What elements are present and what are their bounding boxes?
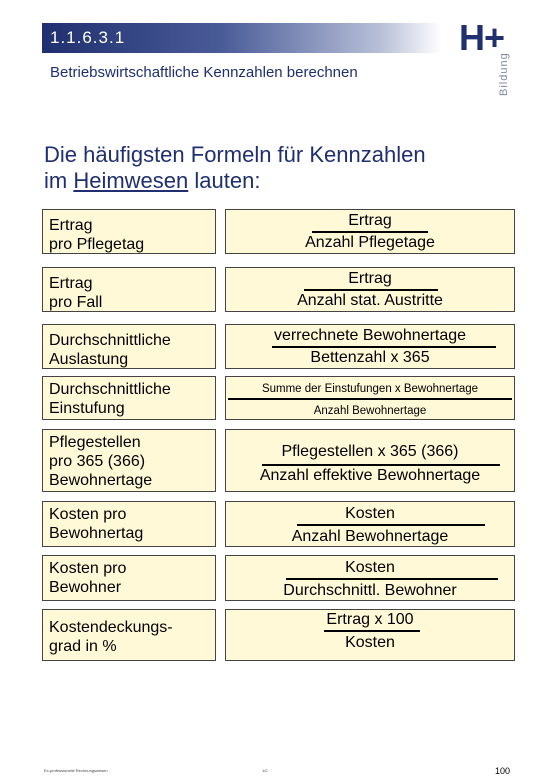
formula-fraction [225, 324, 515, 369]
page-title-line1: Die häufigsten Formeln für Kennzahlen [44, 142, 426, 167]
footer-center: 1/2 [262, 768, 268, 773]
formula-name: Ertrag pro Pflegetag [42, 209, 216, 254]
formula-name: Ertrag pro Fall [42, 267, 216, 312]
formula-name: Pflegestellen pro 365 (366) Bewohnertage [42, 429, 216, 492]
formula-row [42, 209, 515, 254]
formula-numerator: Kosten [345, 505, 395, 522]
formula-fraction [225, 376, 515, 420]
fraction-line [286, 578, 498, 580]
formula-row [42, 555, 515, 601]
formula-denominator: Anzahl Bewohnertage [313, 405, 427, 417]
formula-row [42, 429, 515, 492]
formula-name: Kostendeckungs- grad in % [42, 609, 216, 661]
formula-numerator: Ertrag [348, 270, 392, 287]
formula-name: Durchschnittliche Auslastung [42, 324, 216, 369]
formula-denominator: Kosten [345, 634, 395, 651]
page-subtitle: Betriebswirtschaftliche Kennzahlen berechnen [50, 64, 358, 81]
formula-fraction [225, 609, 515, 661]
formula-name: Kosten pro Bewohner [42, 555, 216, 601]
formula-fraction [225, 209, 515, 254]
formula-numerator: Ertrag x 100 [326, 611, 414, 628]
page-title [44, 142, 514, 194]
fraction-line [324, 630, 420, 632]
formula-numerator: Ertrag [348, 212, 392, 229]
formula-numerator: verrechnete Bewohnertage [273, 327, 467, 344]
formula-numerator: Pflegestellen x 365 (366) [281, 443, 459, 460]
formula-denominator: Anzahl Bewohnertage [291, 528, 449, 545]
fraction-line [304, 289, 438, 291]
page-title-line2: im Heimwesen lauten: [44, 168, 261, 193]
logo: H+ [459, 17, 505, 58]
header-bar [42, 23, 442, 53]
formula-fraction [225, 429, 515, 492]
formula-row [42, 609, 515, 661]
formula-row [42, 376, 515, 420]
formula-fraction [225, 267, 515, 312]
fraction-line [262, 464, 500, 466]
fraction-line [272, 346, 496, 348]
formula-denominator: Anzahl Pflegetage [305, 234, 435, 251]
footer-source: Ex-professionelle Rechnungswesen [44, 768, 108, 773]
formula-fraction [225, 501, 515, 547]
formula-row [42, 267, 515, 312]
formula-numerator: Kosten [345, 559, 395, 576]
formula-numerator: Summe der Einstufungen x Bewohnertage [261, 383, 479, 395]
formula-denominator: Anzahl stat. Austritte [297, 292, 443, 309]
underlined-word: Heimwesen [73, 168, 189, 193]
formula-name: Kosten pro Bewohnertag [42, 501, 216, 547]
page-number: 100 [495, 766, 511, 776]
formula-fraction [225, 555, 515, 601]
formula-denominator: Anzahl effektive Bewohnertage [259, 467, 481, 484]
fraction-line [297, 524, 485, 526]
formula-denominator: Durchschnittl. Bewohner [283, 582, 457, 599]
section-number: 1.1.6.3.1 [50, 28, 126, 47]
fraction-line [312, 231, 428, 233]
formula-name: Durchschnittliche Einstufung [42, 376, 216, 420]
logo-tagline: Bildung [498, 52, 510, 96]
formula-row [42, 324, 515, 369]
formula-denominator: Bettenzahl x 365 [310, 349, 430, 366]
formula-row [42, 501, 515, 547]
fraction-line [228, 398, 512, 400]
